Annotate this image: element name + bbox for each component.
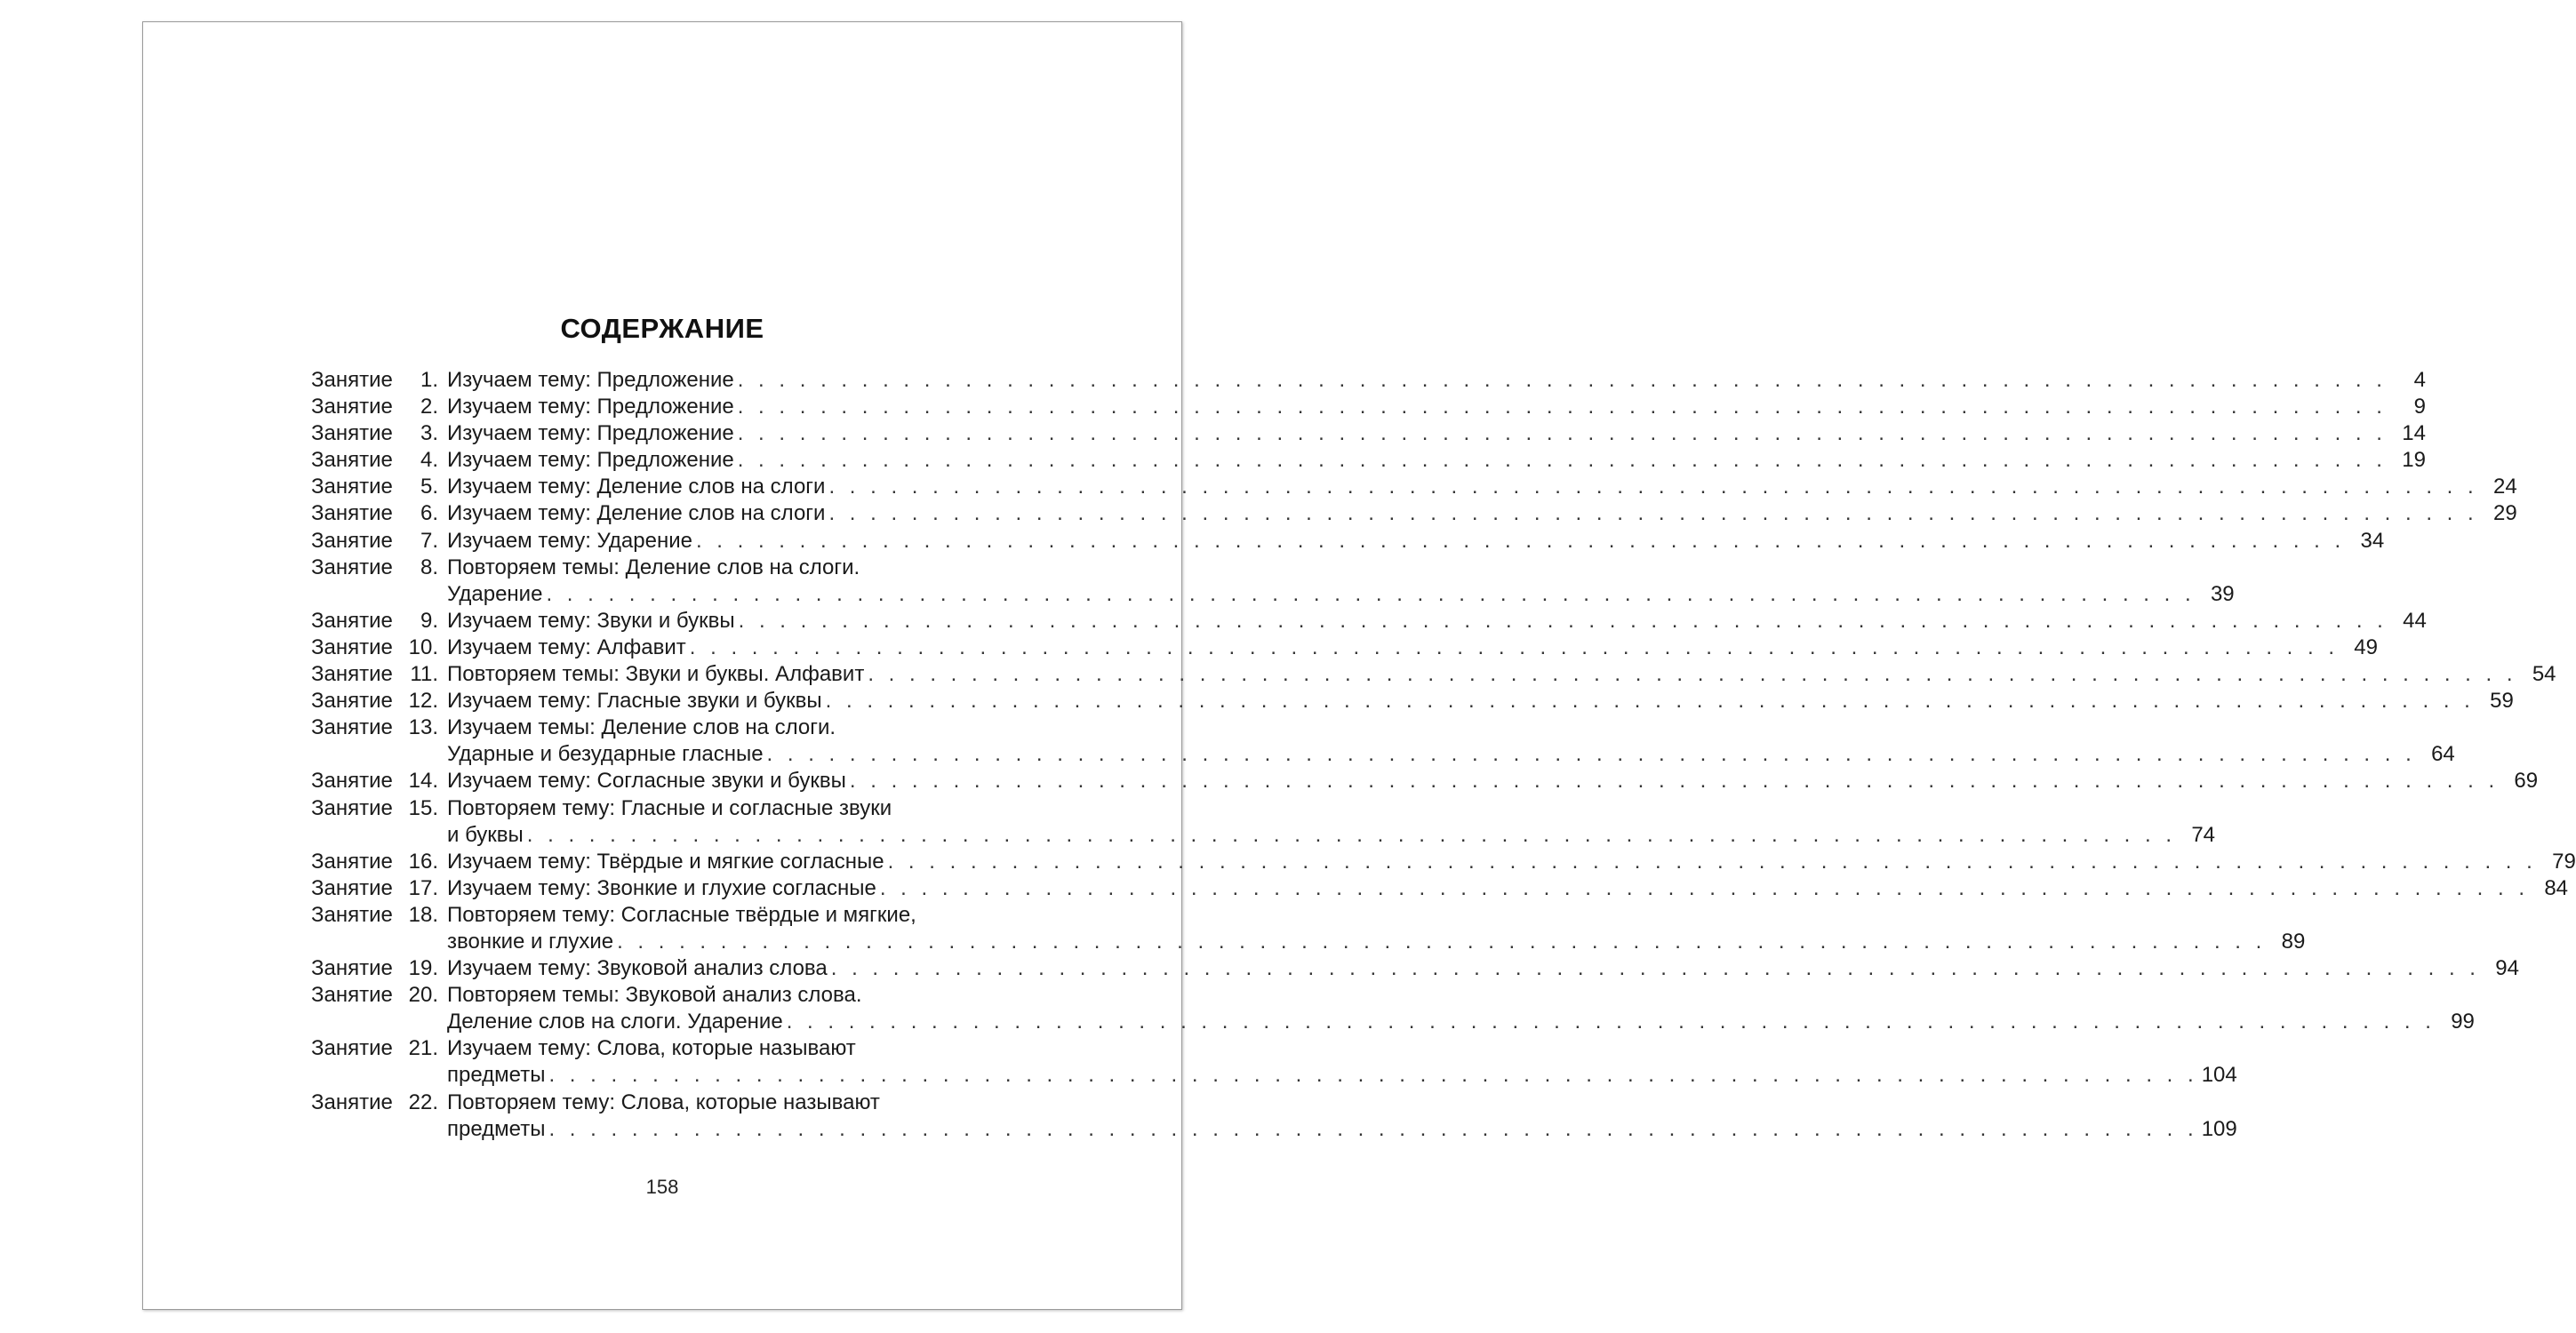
lesson-number: 18. (408, 902, 438, 927)
page-ref: 49 (2354, 635, 2378, 659)
lesson-number: 11. (410, 662, 438, 687)
toc-entry (311, 875, 2569, 902)
entry-title-line (447, 1116, 2237, 1143)
page-ref: 74 (2191, 822, 2216, 847)
entry-title (447, 902, 2305, 955)
lesson-label: Занятие (311, 475, 393, 499)
entry-title-text: Ударение (447, 581, 543, 606)
entry-title-text: Изучаем тему: Звуковой анализ слова (447, 956, 828, 981)
dot-leader: . . . . . . . . . . . . . . . . . . . . . . . . . . . . . . . . . . . . . . . . . . . . . . . . . . . . . . . . . . . . . . . . . . . . . . . . . . . . . . . . (849, 769, 2500, 794)
lesson-number: 5. (420, 475, 438, 499)
entry-title-line: Повторяем тему: Согласные твёрдые и мягкие, (447, 902, 916, 927)
toc-entry (311, 608, 2427, 635)
page-ref: 44 (2403, 608, 2427, 633)
entry-title-text: Изучаем тему: Звонкие и глухие согласные (447, 875, 876, 900)
entry-title (447, 849, 2576, 875)
book-page (142, 21, 2576, 1310)
entry-title (447, 528, 2384, 555)
lesson-number: 17. (408, 875, 438, 900)
toc-entry (311, 555, 2235, 608)
entry-title-line: Изучаем темы: Деление слов на слоги. (447, 715, 836, 740)
entry-title-line (447, 741, 2455, 768)
dot-leader: . . . . . . . . . . . . . . . . . . . . . . . . . . . . . . . . . . . . . . . . . . . . . . . . . . . . . . . . . . . . . . . . . . . . . . . . . . . . . . . . (786, 1010, 2436, 1034)
entry-title-text: Деление слов на слоги. Ударение (447, 1010, 783, 1034)
lesson-label: Занятие (311, 501, 393, 526)
page-ref: 104 (2201, 1063, 2237, 1088)
entry-title-line (447, 420, 2426, 447)
dot-leader: . . . . . . . . . . . . . . . . . . . . . . . . . . . . . . . . . . . . . . . . . . . . . . . . . . . . . . . . . . . . . . . . . . . . . . . . . . . . . . . . (737, 395, 2387, 419)
entry-title-text: и буквы (447, 822, 524, 847)
lesson-label: Занятие (311, 689, 393, 714)
page-ref: 9 (2413, 395, 2426, 419)
entry-title-line (447, 394, 2426, 420)
entry-title-line (447, 367, 2426, 394)
entry-title-text: Изучаем тему: Предложение (447, 395, 734, 419)
entry-title-text: предметы (447, 1116, 546, 1141)
lesson-label: Занятие (311, 769, 393, 794)
entry-title (447, 714, 2455, 768)
lesson-number: 16. (408, 849, 438, 874)
entry-title-text: Изучаем тему: Деление слов на слоги (447, 475, 826, 499)
page-ref: 84 (2544, 875, 2569, 900)
entry-title (447, 608, 2427, 635)
lesson-label: Занятие (311, 528, 393, 553)
entry-title-line (447, 929, 2305, 955)
page-ref: 39 (2210, 581, 2235, 606)
dot-leader: . . . . . . . . . . . . . . . . . . . . . . . . . . . . . . . . . . . . . . . . . . . . . . . . . . . . . . . . . . . . . . . . . . . . . . . . . . . . . . . . (617, 929, 2267, 954)
page-number: 158 (645, 1176, 679, 1198)
entry-title-line (447, 528, 2384, 555)
lesson-number: 9. (420, 608, 438, 633)
entry-title-line (447, 875, 2568, 902)
entry-title (447, 447, 2426, 474)
lesson-label: Занятие (311, 395, 393, 419)
entry-title-line (447, 474, 2517, 500)
entry-title-line: Повторяем тему: Слова, которые называют (447, 1090, 880, 1114)
lesson-number: 7. (420, 528, 438, 553)
lesson-label: Занятие (311, 715, 393, 740)
dot-leader: . . . . . . . . . . . . . . . . . . . . . . . . . . . . . . . . . . . . . . . . . . . . . . . . . . . . . . . . . . . . . . . . . . . . . . . . . . . . . . . . (526, 822, 2177, 847)
entry-title-text: Изучаем тему: Звуки и буквы (447, 608, 735, 633)
toc-entry (311, 688, 2514, 714)
lesson-label: Занятие (311, 608, 393, 633)
entry-title-line (447, 1009, 2475, 1035)
dot-leader: . . . . . . . . . . . . . . . . . . . . . . . . . . . . . . . . . . . . . . . . . . . . . . . . . . . . . . . . . . . . . . . . . . . . . . . . . . . . . . . . (828, 501, 2478, 526)
lesson-label: Занятие (311, 662, 393, 687)
lesson-label: Занятие (311, 368, 393, 392)
lesson-label: Занятие (311, 795, 393, 820)
entry-title-text: Повторяем темы: Звуки и буквы. Алфавит (447, 662, 865, 687)
lesson-label: Занятие (311, 875, 393, 900)
lesson-number: 14. (408, 769, 438, 794)
lesson-label: Занятие (311, 635, 393, 659)
entry-title (447, 1090, 2237, 1143)
entry-title-line (447, 581, 2235, 608)
toc-entry (311, 394, 2426, 420)
toc-entry (311, 367, 2426, 394)
toc-entry (311, 661, 2556, 688)
entry-title-text: Изучаем тему: Твёрдые и мягкие согласные (447, 849, 884, 874)
toc-entry (311, 1035, 2237, 1089)
entry-title-line (447, 661, 2556, 688)
toc-entry (311, 795, 2216, 849)
toc-entry (311, 768, 2539, 794)
lesson-label: Занятие (311, 1036, 393, 1061)
toc-entry (311, 902, 2306, 955)
lesson-label: Занятие (311, 448, 393, 473)
lesson-number: 2. (420, 395, 438, 419)
page-ref: 94 (2495, 956, 2519, 981)
lesson-number: 1. (420, 368, 438, 392)
toc-entry (311, 447, 2426, 474)
entry-title-line: Изучаем тему: Слова, которые называют (447, 1036, 856, 1061)
page-ref: 69 (2514, 769, 2539, 794)
dot-leader: . . . . . . . . . . . . . . . . . . . . . . . . . . . . . . . . . . . . . . . . . . . . . . . . . . . . . . . . . . . . . . . . . . . . . . . . . . . . . . . . (830, 956, 2480, 981)
entry-title-text: Изучаем тему: Гласные звуки и буквы (447, 689, 822, 714)
dot-leader: . . . . . . . . . . . . . . . . . . . . . . . . . . . . . . . . . . . . . . . . . . . . . . . . . . . . . . . . . . . . . . . . . . . . . . . . . . . . . . . . (879, 875, 2530, 900)
entry-title-text: Изучаем тему: Предложение (447, 421, 734, 446)
dot-leader: . . . . . . . . . . . . . . . . . . . . . . . . . . . . . . . . . . . . . . . . . . . . . . . . . . . . . . . . . . . . . . . . . . . . . . . . . . . . . . . . (546, 581, 2196, 606)
page-ref: 29 (2492, 501, 2517, 526)
lesson-number: 15. (408, 795, 438, 820)
entry-title-line (447, 768, 2538, 794)
lesson-number: 20. (408, 983, 438, 1008)
lesson-number: 10. (408, 635, 438, 659)
lesson-number: 12. (408, 689, 438, 714)
lesson-number: 3. (420, 421, 438, 446)
lesson-number: 22. (408, 1090, 438, 1114)
dot-leader: . . . . . . . . . . . . . . . . . . . . . . . . . . . . . . . . . . . . . . . . . . . . . . . . . . . . . . . . . . . . . . . . . . . . . . . . . . . . . . . . (737, 448, 2387, 473)
page-ref: 99 (2451, 1010, 2475, 1034)
entry-title (447, 661, 2556, 688)
entry-title (447, 367, 2426, 394)
lesson-label: Занятие (311, 902, 393, 927)
lesson-number: 4. (420, 448, 438, 473)
lesson-number: 19. (408, 956, 438, 981)
entry-title (447, 982, 2475, 1035)
dot-leader: . . . . . . . . . . . . . . . . . . . . . . . . . . . . . . . . . . . . . . . . . . . . . . . . . . . . . . . . . . . . . . . . . . . . . . . . . . . . . . . . (548, 1116, 2198, 1141)
lesson-label: Занятие (311, 956, 393, 981)
table-of-contents (311, 367, 2576, 1143)
lesson-label: Занятие (311, 983, 393, 1008)
dot-leader: . . . . . . . . . . . . . . . . . . . . . . . . . . . . . . . . . . . . . . . . . . . . . . . . . . . . . . . . . . . . . . . . . . . . . . . . . . . . . . . . (738, 608, 2388, 633)
dot-leader: . . . . . . . . . . . . . . . . . . . . . . . . . . . . . . . . . . . . . . . . . . . . . . . . . . . . . . . . . . . . . . . . . . . . . . . . . . . . . . . . (868, 662, 2517, 687)
entry-title (447, 688, 2514, 714)
page-ref: 59 (2490, 689, 2514, 714)
entry-title-text: звонкие и глухие (447, 929, 614, 954)
page-ref: 64 (2431, 742, 2455, 767)
page-ref: 54 (2532, 662, 2556, 687)
entry-title-line: Повторяем темы: Деление слов на слоги. (447, 555, 860, 579)
dot-leader: . . . . . . . . . . . . . . . . . . . . . . . . . . . . . . . . . . . . . . . . . . . . . . . . . . . . . . . . . . . . . . . . . . . . . . . . . . . . . . . . (828, 475, 2478, 499)
lesson-number: 13. (408, 715, 438, 740)
lesson-label: Занятие (311, 421, 393, 446)
entry-title (447, 474, 2517, 500)
dot-leader: . . . . . . . . . . . . . . . . . . . . . . . . . . . . . . . . . . . . . . . . . . . . . . . . . . . . . . . . . . . . . . . . . . . . . . . . . . . . . . . . (689, 635, 2339, 659)
toc-entry (311, 1090, 2237, 1143)
page-ref: 89 (2281, 929, 2306, 954)
dot-leader: . . . . . . . . . . . . . . . . . . . . . . . . . . . . . . . . . . . . . . . . . . . . . . . . . . . . . . . . . . . . . . . . . . . . . . . . . . . . . . . . (548, 1063, 2198, 1088)
page-ref: 24 (2492, 475, 2517, 499)
dot-leader: . . . . . . . . . . . . . . . . . . . . . . . . . . . . . . . . . . . . . . . . . . . . . . . . . . . . . . . . . . . . . . . . . . . . . . . . . . . . . . . . (825, 689, 2475, 714)
dot-leader: . . . . . . . . . . . . . . . . . . . . . . . . . . . . . . . . . . . . . . . . . . . . . . . . . . . . . . . . . . . . . . . . . . . . . . . . . . . . . . . . (737, 421, 2387, 446)
toc-entry (311, 635, 2378, 661)
entry-title (447, 768, 2538, 794)
toc-entry (311, 714, 2455, 768)
entry-title-line (447, 500, 2517, 527)
entry-title-text: Ударные и безударные гласные (447, 742, 764, 767)
entry-title-line (447, 822, 2215, 849)
entry-title (447, 394, 2426, 420)
entry-title-line (447, 955, 2519, 982)
entry-title-text: Изучаем тему: Предложение (447, 368, 734, 392)
entry-title (447, 795, 2215, 849)
entry-title-line (447, 608, 2427, 635)
dot-leader: . . . . . . . . . . . . . . . . . . . . . . . . . . . . . . . . . . . . . . . . . . . . . . . . . . . . . . . . . . . . . . . . . . . . . . . . . . . . . . . . (737, 368, 2387, 392)
entry-title-text: Изучаем тему: Ударение (447, 528, 692, 553)
page-ref: 4 (2413, 368, 2426, 392)
toc-entry (311, 982, 2475, 1035)
entry-title-text: Изучаем тему: Деление слов на слоги (447, 501, 826, 526)
toc-entry (311, 528, 2385, 555)
lesson-label: Занятие (311, 1090, 393, 1114)
toc-entry (311, 420, 2426, 447)
page-ref: 34 (2360, 528, 2385, 553)
entry-title-line: Повторяем тему: Гласные и согласные звуки (447, 795, 892, 820)
lesson-number: 8. (420, 555, 438, 579)
page-ref: 19 (2402, 448, 2426, 473)
page-ref: 14 (2402, 421, 2426, 446)
page-ref: 109 (2201, 1116, 2237, 1141)
dot-leader: . . . . . . . . . . . . . . . . . . . . . . . . . . . . . . . . . . . . . . . . . . . . . . . . . . . . . . . . . . . . . . . . . . . . . . . . . . . . . . . . (695, 528, 2346, 553)
page-ref: 79 (2552, 849, 2576, 874)
page-title: СОДЕРЖАНИЕ (560, 313, 764, 344)
entry-title-text: предметы (447, 1063, 546, 1088)
toc-entry (311, 474, 2517, 500)
entry-title (447, 500, 2517, 527)
entry-title-line (447, 1062, 2237, 1089)
entry-title (447, 1035, 2237, 1089)
toc-entry (311, 849, 2576, 875)
entry-title-text: Изучаем тему: Предложение (447, 448, 734, 473)
entry-title (447, 635, 2378, 661)
lesson-number: 21. (408, 1036, 438, 1061)
dot-leader: . . . . . . . . . . . . . . . . . . . . . . . . . . . . . . . . . . . . . . . . . . . . . . . . . . . . . . . . . . . . . . . . . . . . . . . . . . . . . . . . (887, 849, 2537, 874)
entry-title-line (447, 849, 2576, 875)
lesson-label: Занятие (311, 849, 393, 874)
lesson-number: 6. (420, 501, 438, 526)
lesson-label: Занятие (311, 555, 393, 579)
entry-title (447, 555, 2235, 608)
toc-entry (311, 955, 2519, 982)
entry-title-line (447, 447, 2426, 474)
entry-title (447, 875, 2568, 902)
entry-title-line (447, 635, 2378, 661)
dot-leader: . . . . . . . . . . . . . . . . . . . . . . . . . . . . . . . . . . . . . . . . . . . . . . . . . . . . . . . . . . . . . . . . . . . . . . . . . . . . . . . . (766, 742, 2416, 767)
entry-title-text: Изучаем тему: Алфавит (447, 635, 686, 659)
entry-title (447, 420, 2426, 447)
entry-title-text: Изучаем тему: Согласные звуки и буквы (447, 769, 846, 794)
entry-title-line (447, 688, 2514, 714)
entry-title (447, 955, 2519, 982)
entry-title-line: Повторяем темы: Звуковой анализ слова. (447, 983, 862, 1008)
toc-entry (311, 500, 2517, 527)
